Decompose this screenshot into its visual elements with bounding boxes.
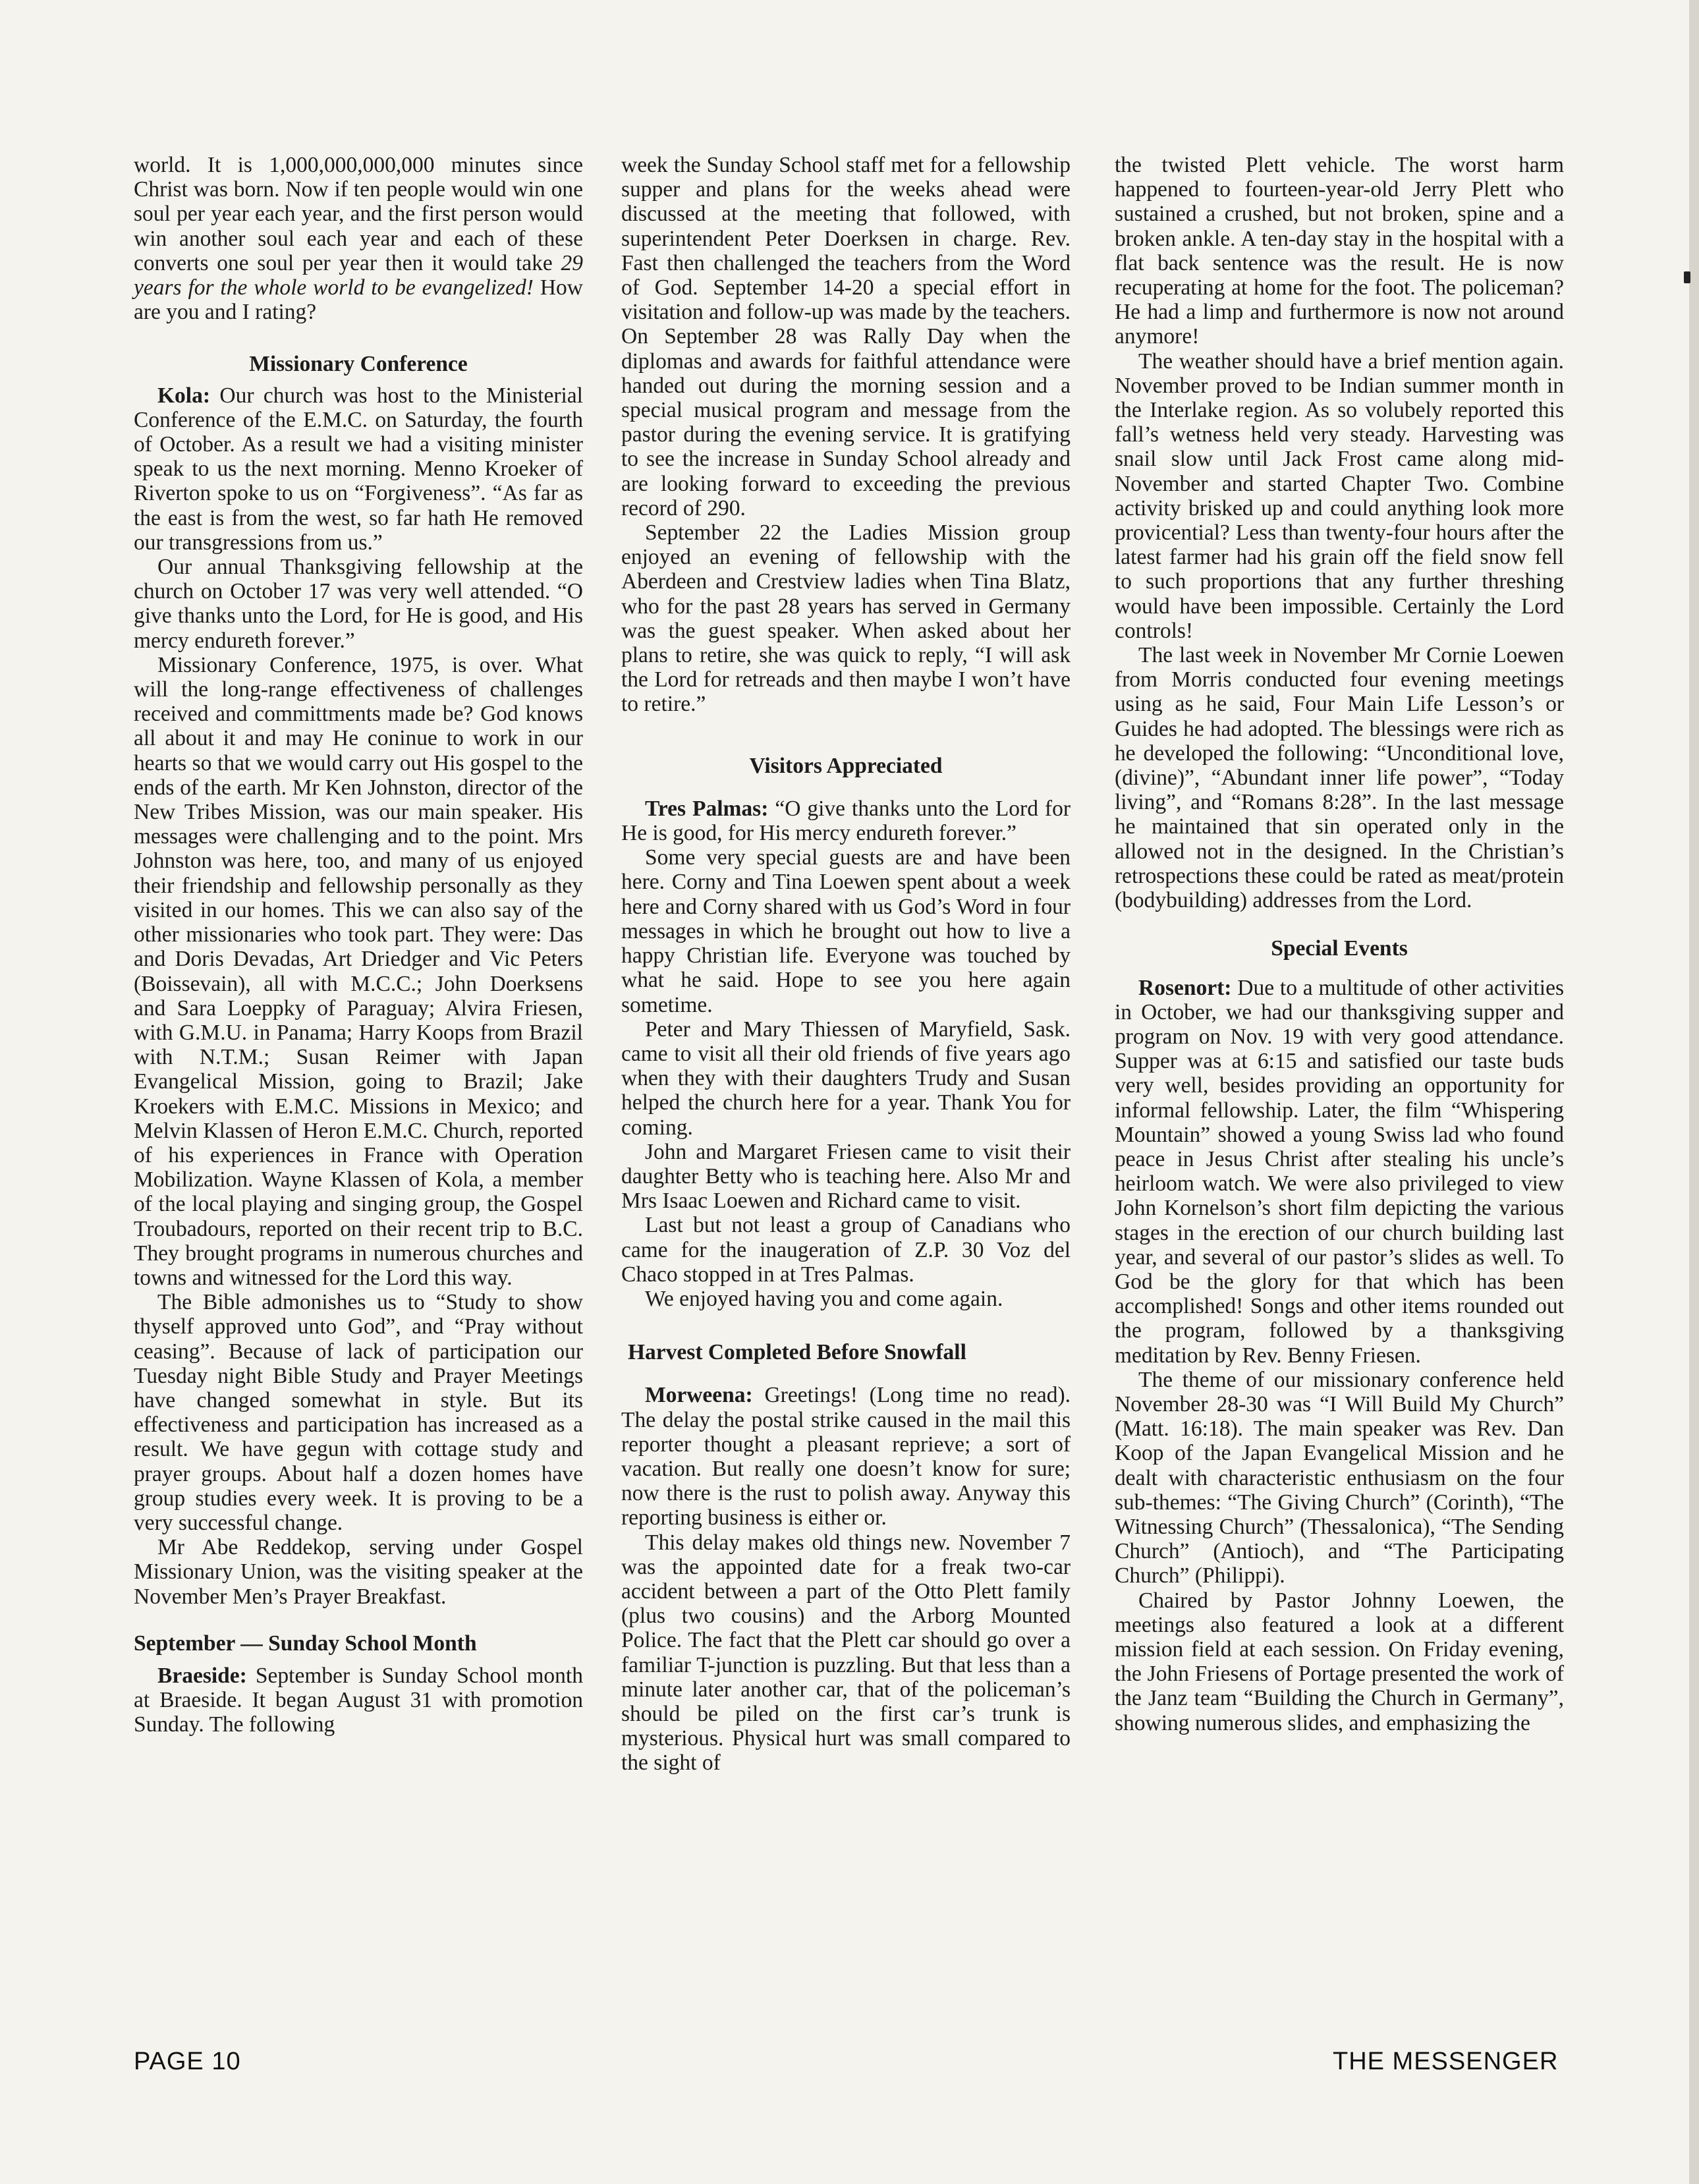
paragraph-kola-5: Mr Abe Reddekop, serving under Gospel Missionary Union, was the visiting speaker at the November Men’s Prayer Breakfast. [134,1535,583,1609]
tres-text-1: “O give thanks unto the Lord for He is good, for His mercy endureth forever.” [621,796,1071,846]
heading-september-sunday-school: September — Sunday School Month [134,1631,477,1656]
heading-visitors-appreciated: Visitors Appreciated [749,753,943,778]
column-3 [1115,153,1564,1735]
place-morweena: Morweena: [645,1383,753,1408]
intro-text: world. It is 1,000,000,000,000 minutes since Christ was born. Now if ten people would win one soul per year each year, and the first person would win another soul each year and each of these converts one soul per year then it would take [134,153,583,275]
scan-mark [1684,271,1690,283]
paragraph-kola-2: Our annual Thanksgiving fellowship at the church on October 17 was very well attended. “O give thanks unto the Lord, for He is good, and His mercy endureth forever.” [134,555,583,653]
paragraph-morweena-4: The last week in November Mr Cornie Loewen from Morris conducted four evening meetings using as he said, Four Main Life Lesson’s or Guides he had adopted. The blessings were rich as he developed the following: “Unconditional love, (divine)”, “Abundant inner life power”, “Today living”, and “Romans 8:28”. In the last message he maintained that sin operated only in the allowed not in the designed. In the Christian’s retrospections these could be rated as meat/protein (bodybuilding) addresses from the Lord. [1115,643,1564,913]
paragraph-tres-palmas-1 [621,797,1071,845]
paragraph-kola-3: Missionary Conference, 1975, is over. What will the long-range effectiveness of challenges received and committments made be? God knows all about it and may He coninue to work in our hearts so that we would carry out His gospel to the ends of the earth. Mr Ken Johnston, director of the New Tribes Mission, was our main speaker. His messages were challenging and to the point. Mrs Johnston was here, too, and many of us enjoyed their friendship and fellowship personally as they visited in our homes. This we can also say of the other missionaries who took part. They were: Das and Doris Devadas, Art Driedger and Vic Peters (Boissevain), all with M.C.C.; John Doerksens and Sara Loeppky of Paraguay; Alvira Friesen, with G.M.U. in Panama; Harry Koops from Brazil with N.T.M.; Susan Reimer with Japan Evangelical Mission, going to Brazil; Jake Kroekers with E.M.C. Missions in Mexico; and Melvin Klassen of Heron E.M.C. Church, reported of his experiences in France with Operation Mobilization. Wayne Klassen of Kola, a member of the local playing and singing group, the Gospel Troubadours, reported on their recent trip to B.C. They brought programs in numerous churches and towns and witnessed for the Lord this way. [134,652,583,1290]
place-braeside: Braeside: [157,1663,247,1688]
paragraph-tres-palmas-4: John and Margaret Friesen came to visit their daughter Betty who is teaching here. Also Mr and Mrs Isaac Loewen and Richard came to visit. [621,1139,1071,1214]
paragraph-kola-4: The Bible admonishes us to “Study to show thyself approved unto God”, and “Pray without ceasing”. Because of lack of participation our Tuesday night Bible Study and Prayer Meetings have changed somewhat in style. But its effectiveness and participation has increased as a result. We have gegun with cottage study and prayer groups. About half a dozen homes have group studies every week. It is proving to be a very successful change. [134,1290,583,1535]
paragraph-tres-palmas-2: Some very special guests are and have been here. Corny and Tina Loewen spent about a week here and Corny shared with us God’s Word in four messages in which he brought out how to live a happy Christian life. Everyone was touched by what he said. Hope to see you here again sometime. [621,845,1071,1017]
column-1 [134,153,583,1737]
heading-missionary-conference: Missionary Conference [249,352,468,377]
paragraph-morweena-2: This delay makes old things new. November 7 was the appointed date for a freak two-car accident between a part of the Otto Plett family (plus two cousins) and the Arborg Mounted Police. The fact that the Plett car should go over a familiar T-junction is puzzling. But that less than a minute later another car, that of the policeman’s should be piled on the first car’s trunk is mysterious. Physical hurt was small compared to the sight of [621,1530,1071,1776]
paragraph-braeside-1 [134,1664,583,1737]
paragraph-braeside-2: September 22 the Ladies Mission group enjoyed an evening of fellowship with the Aberdeen and Crestview ladies when Tina Blatz, who for the past 28 years has served in Germany was the guest speaker. When asked about her plans to retire, she was quick to reply, “I will ask the Lord for retreads and then maybe I won’t have to retire.” [621,520,1071,717]
paragraph-morweena-1 [621,1383,1071,1530]
paragraph-morweena-3: The weather should have a brief mention again. November proved to be Indian summer month in the Interlake region. As so volubely reported this fall’s wetness held very steady. Harvesting was snail slow until Jack Frost came along mid-November and started Chapter Two. Combine activity brisked up and could anything look more provicential? Less than twenty-four hours after the latest farmer had his grain off the field snow fell to such proportions that any further threshing would have been impossible. Certainly the Lord controls! [1115,349,1564,643]
paragraph-tres-palmas-6: We enjoyed having you and come again. [645,1286,1003,1311]
paragraph-braeside-cont: week the Sunday School staff met for a fellowship supper and plans for the weeks ahead were discussed at the meeting that followed, with superintendent Peter Doerksen in charge. Rev. Fast then challenged the teachers from the Word of God. September 14-20 a special effort in visitation and follow-up was made by the teachers. On September 28 was Rally Day when the diplomas and awards for faithful attendance were handed out during the morning session and a special musical program and message from the pastor during the evening service. It is gratifying to see the increase in Sunday School already and are looking forward to exceeding the previous record of 290. [621,153,1071,520]
publication-name: THE MESSENGER [1333,2048,1559,2075]
morweena-text-1: Greetings! (Long time no read). The delay the postal strike caused in the mail this reporter thought a pleasant reprieve; a sort of vacation. But really one doesn’t know for sure; now there is the rust to polish away. Anyway this reporting business is either or. [621,1383,1071,1530]
place-tres-palmas: Tres Palmas: [645,796,769,821]
column-2 [621,153,1071,1776]
paragraph-rosenort-3: Chaired by Pastor Johnny Loewen, the meetings also featured a look at a different mission field at each session. On Friday evening, the John Friesens of Portage presented the work of the Janz team “Building the Church in Germany”, showing numerous slides, and emphasizing the [1115,1588,1564,1735]
paragraph-morweena-cont: the twisted Plett vehicle. The worst harm happened to fourteen-year-old Jerry Plett who sustained a crushed, but not broken, spine and a broken ankle. A ten-day stay in the hospital with a flat back sentence was the result. He is now recuperating at home for the foot. The policeman? He had a limp and furthermore is now not around anymore! [1115,153,1564,349]
paragraph-tres-palmas-5: Last but not least a group of Canadians who came for the inaugeration of Z.P. 30 Voz del Chaco stopped in at Tres Palmas. [621,1213,1071,1287]
place-kola: Kola: [157,383,211,408]
intro-end-text: How are you and I rating? [134,275,583,325]
heading-special-events: Special Events [1271,936,1408,961]
paragraph-tres-palmas-3: Peter and Mary Thiessen of Maryfield, Sask. came to visit all their old friends of five years ago when they with their daughters Trudy and Susan helped the church here for a year. Thank You for coming. [621,1017,1071,1140]
scan-edge [1689,0,1699,2184]
intro-italic-text: 29 years for the whole world to be evangelized! [134,250,583,300]
paragraph-intro [134,153,583,324]
braeside-text-1: September is Sunday School month at Braeside. It began August 31 with promotion Sunday. The following [134,1663,583,1737]
paragraph-kola-1 [134,383,583,555]
page-number: PAGE 10 [134,2048,241,2075]
paragraph-rosenort-2: The theme of our missionary conference held November 28-30 was “I Will Build My Church” (Matt. 16:18). The main speaker was Rev. Dan Koop of the Japan Evangelical Mission and he dealt with characteristic enthusiasm on the four sub-themes: “The Giving Church” (Corinth), “The Witnessing Church” (Thessalonica), “The Sending Church” (Antioch), and “The Participating Church” (Philippi). [1115,1367,1564,1588]
rosenort-text-1: Due to a multitude of other activities in October, we had our thanksgiving supper and program on Nov. 19 with very good attendance. Supper was at 6:15 and satisfied our taste buds very well, besides providing an opportunity for informal fellowship. Later, the film “Whispering Mountain” showed a young Swiss lad who found peace in Jesus Christ after stealing his uncle’s heirloom watch. We were also privileged to view John Kornelson’s short film depicting the various stages in the erection of our church building last year, and several of our pastor’s slides as well. To God be the glory for that which has been accomplished! Songs and other items rounded out the program, followed by a thanksgiving meditation by Rev. Benny Friesen. [1115,975,1564,1368]
place-rosenort: Rosenort: [1138,975,1232,1000]
kola-text-1: Our church was host to the Ministerial Conference of the E.M.C. on Saturday, the fourth of October. As a result we had a visiting minister speak to us the next morning. Menno Kroeker of Riverton spoke to us on “Forgiveness”. “As far as the east is from the west, so far hath He removed our transgressions from us.” [134,383,583,555]
heading-harvest-completed: Harvest Completed Before Snowfall [628,1340,966,1365]
paragraph-rosenort-1 [1115,976,1564,1368]
